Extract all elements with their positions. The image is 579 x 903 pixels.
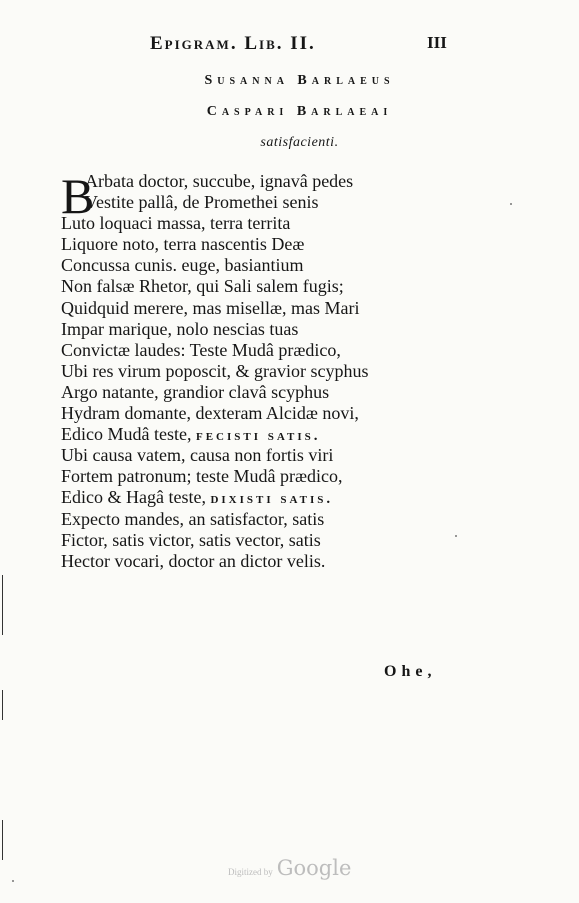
verse-line: Luto loquaci massa, terra territa (61, 213, 291, 234)
verse-line: Liquore noto, terra nascentis Deæ (61, 234, 305, 255)
verse-line (61, 487, 521, 508)
page-number: III (427, 33, 447, 52)
poem-body (61, 168, 521, 572)
verse-line: Quidquid merere, mas misellæ, mas Mari (61, 297, 360, 318)
verse-line: Fictor, satis victor, satis vector, satis (61, 529, 321, 550)
catchword: Ohe, (384, 663, 437, 680)
heading-recipient: Caspari Barlaeai (206, 104, 393, 119)
verse-line: Non falsæ Rhetor, qui Sali salem fugis; (61, 276, 344, 297)
verse-caps: dixisti satis. (210, 491, 334, 508)
verse-line: Hector vocari, doctor an dictor velis. (61, 550, 326, 571)
watermark-prefix: Digitized by (228, 867, 273, 877)
verse-line: Ubi causa vatem, causa non fortis viri (61, 445, 334, 466)
running-header (0, 33, 579, 57)
digitization-watermark (228, 856, 351, 880)
verse-text: Edico & Hagâ teste, (61, 487, 211, 508)
heading-author: Susanna Barlaeus (204, 73, 395, 88)
verse-text: Edico Mudâ teste, (61, 424, 196, 445)
drop-cap: B (61, 168, 95, 224)
verse-line: Expecto mandes, an satisfactor, satis (61, 508, 325, 529)
verse-line: Concussa cunis. euge, basiantium (61, 255, 304, 276)
watermark-brand: Google (276, 856, 352, 880)
verse-line: Hydram domante, dexteram Alcidæ novi, (61, 403, 359, 424)
paper-speck (455, 535, 457, 537)
page-edge-shadow (2, 820, 3, 860)
verse-caps: fecisti satis. (195, 428, 321, 445)
verse-line: Arbata doctor, succube, ignavâ pedes (85, 171, 354, 191)
verse-line: Fortem patronum; teste Mudâ prædico, (61, 466, 343, 487)
verse-line: Ubi res virum poposcit, & gravior scyphus (61, 360, 369, 381)
page-edge-shadow (2, 575, 3, 635)
heading-subtitle: satisfacienti. (260, 135, 339, 150)
verse-line: Convictæ laudes: Teste Mudâ prædico, (61, 339, 341, 360)
verse-line: Impar marique, nolo nescias tuas (61, 318, 299, 339)
paper-speck (12, 880, 14, 882)
verse-line (61, 424, 521, 445)
paper-speck (510, 203, 512, 205)
verse-line: Vestite pallâ, de Promethei senis (85, 192, 319, 213)
running-title: Epigram. Lib. II. (150, 33, 316, 54)
page-edge-shadow (2, 690, 3, 720)
verse-line: Argo natante, grandior clavâ scyphus (61, 381, 330, 402)
